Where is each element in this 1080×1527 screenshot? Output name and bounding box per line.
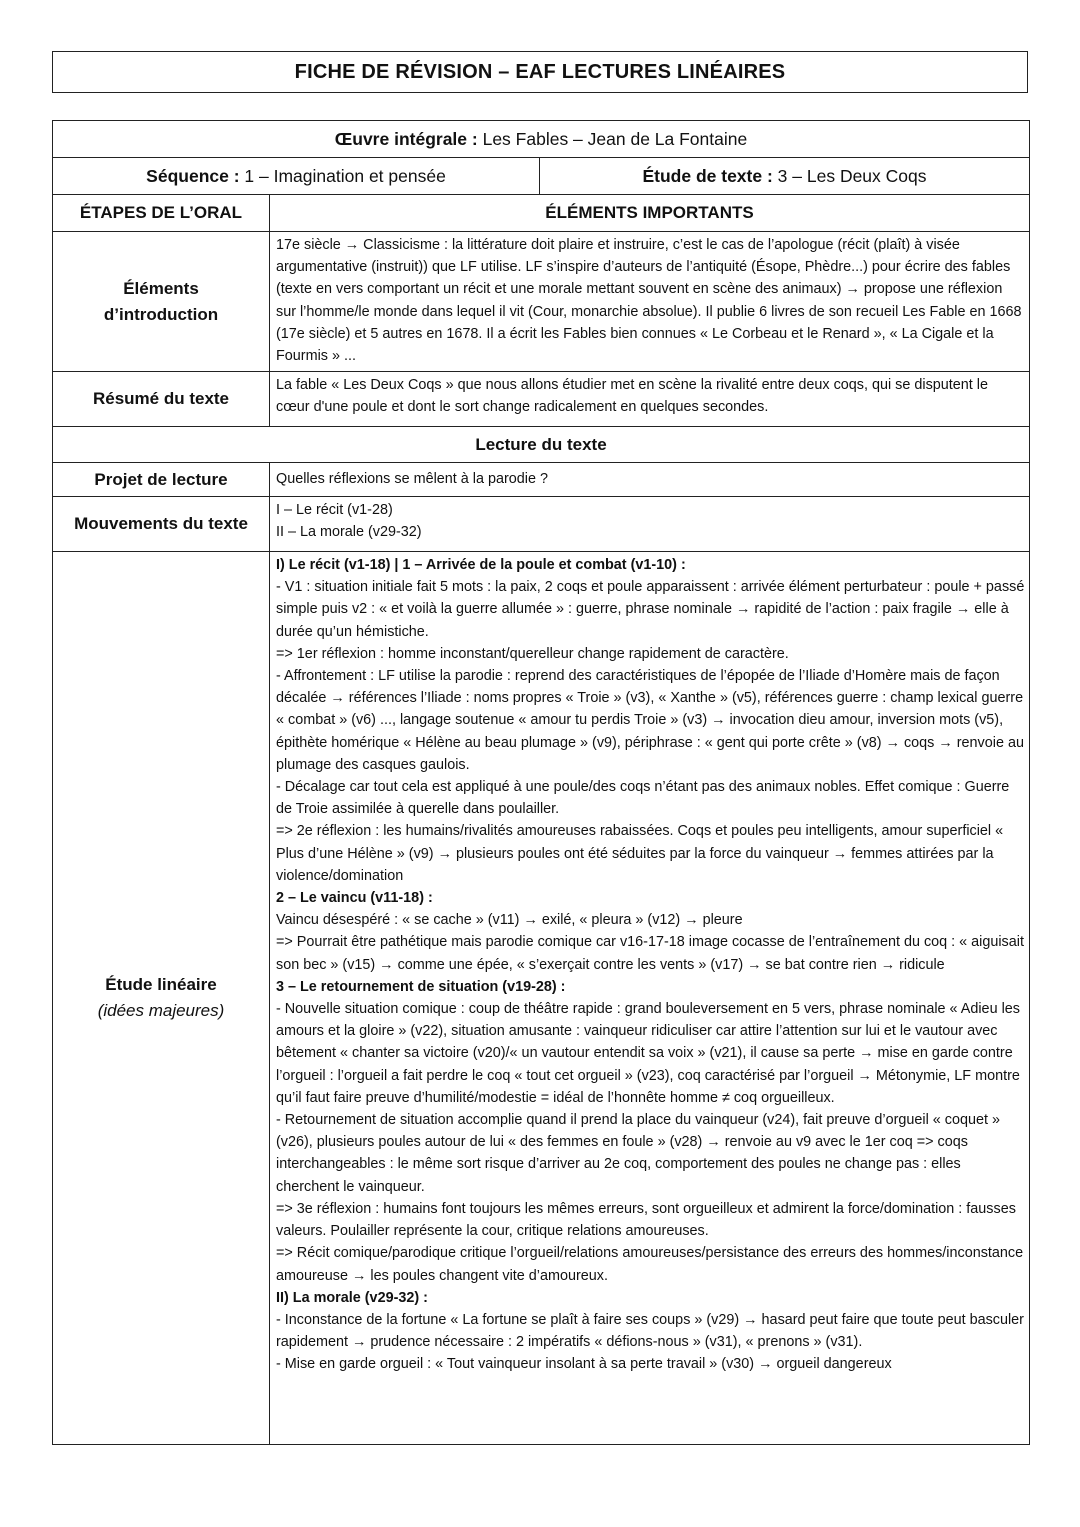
projet-label: Projet de lecture: [53, 463, 270, 497]
analysis-paragraph: - Décalage car tout cela est appliqué à une poule/des coqs n’étant pas des animaux nobles. Effet comique : Guerre de Troie assimilée à querelle dans poulailler.: [276, 779, 1010, 818]
analysis-paragraph: => 2e réflexion : les humains/rivalités amoureuses rabaissées. Coqs et poules peu intelligents, amour superficiel « Plus d’une Hélène » (v9) → plusieurs poules ont été séduites par la force du vainqueur → femmes attirées par la violence/domination: [276, 823, 1004, 884]
resume-label: Résumé du texte: [53, 372, 270, 427]
analysis-paragraph: => Pourrait être pathétique mais parodie comique car v16-17-18 image cocasse de l’entraînement du coq : « aiguisait son bec » (v15) → comme une épée, « s’exerçait contre les vents » (v17) → se bat contre rien → ridicule: [276, 934, 1024, 973]
oeuvre-row: [53, 121, 1030, 158]
intro-text: 17e siècle → Classicisme : la littérature doit plaire et instruire, c’est le cas de l’apologue (récit (plaît) à visée argumentative (instruit)) que LF utilise. LF s’inspire d’auteurs de l’antiquité (Ésope, Phèdre...) pour écrire des fables (texte en vers comportant un récit et une morale mettant souvent en scène des animaux) → propose une réflexion sur l’homme/le monde dans lequel il vit (Cour, monarchie absolue). Il publie 6 livres de son recueil Les Fable en 1668 (17e siècle) et 5 autres en 1678. Il a écrit les Fables bien connues « Le Corbeau et le Renard », « La Cigale et la Fourmis » ...: [270, 232, 1030, 372]
analysis-paragraph: - Nouvelle situation comique : coup de théâtre rapide : grand bouleversement en 5 vers, phrase nominale « Adieu les amours et la gloire » (v22), situation amusante : vainqueur ridiculiser car attire l’attention sur lui et le vautour avec bêtement « chanter sa victoire (v20)/« un vautour entendit sa voix » (v21), il cause sa perte → mise en garde contre l’orgueil : l’orgueil a fait perdre le coq « tout cet orgueil » (v23), coq caractérisé par l’orgueil → Métonymie, LF montre qu’il faut faire preuve d’humilité/modestie = idéal de l’honnête homme ≠ coq orgueilleux.: [276, 1001, 1020, 1106]
mouvement-item: II – La morale (v29-32): [276, 524, 422, 541]
etude-texte-cell: [540, 158, 1030, 195]
section-heading: II) La morale (v29-32) :: [276, 1289, 428, 1306]
section-heading: 2 – Le vaincu (v11-18) :: [276, 890, 433, 907]
oeuvre-label: Œuvre intégrale :: [334, 128, 478, 149]
etude-label: Étude linéaire: [105, 975, 217, 994]
sequence-cell: [53, 158, 540, 195]
page-title: FICHE DE RÉVISION – EAF LECTURES LINÉAIRES: [52, 51, 1028, 93]
intro-label: Éléments d’introduction: [103, 278, 219, 324]
section-heading: 3 – Le retournement de situation (v19-28) :: [276, 978, 566, 995]
projet-text: Quelles réflexions se mêlent à la parodie ?: [270, 463, 1030, 497]
analysis-paragraph: - V1 : situation initiale fait 5 mots : la paix, 2 coqs et poule apparaissent : arrivée élément perturbateur : poule + passé simple puis v2 : « et voilà la guerre allumée » : guerre, phrase nominale → rapidité de l’action : paix fragile → elle à durée qu’un hémistiche.: [276, 579, 1025, 640]
analysis-paragraph: => 1er réflexion : homme inconstant/querelleur change rapidement de caractère.: [276, 645, 789, 662]
analysis-paragraph: => Récit comique/parodique critique l’orgueil/relations amoureuses/persistance des erreurs des hommes/inconstance amoureuse → les poules changent vite d’amoureux.: [276, 1245, 1024, 1284]
analysis-paragraph: - Inconstance de la fortune « La fortune se plaît à faire ses coups » (v29) → hasard peut faire que toute peut basculer rapidement → prudence nécessaire : 2 impératifs « défions-nous » (v31), « prenons » (v31).: [276, 1311, 1024, 1351]
etude-texte-value: 3 – Les Deux Coqs: [777, 165, 927, 186]
analysis-paragraph: - Affrontement : LF utilise la parodie : reprend des caractéristiques de l’épopée de l’Iliade d’Homère mais de façon décalée → références l’Iliade : noms propres « Troie » (v3), « Xanthe » (v5), références guerre : champ lexical guerre « combat » (v6) ..., langage soutenue « amour tu perdis Troie » (v3) → invocation dieu amour, inversion mots (v5), épithète homérique « Hélène au beau plumage » (v9), périphrase : « gent qui porte crête » (v8) → coqs → renvoie au plumage des casques gaulois.: [276, 668, 1024, 773]
sequence-value: 1 – Imagination et pensée: [244, 165, 446, 186]
col-header-left: ÉTAPES DE L’ORAL: [53, 195, 270, 232]
analysis-paragraph: - Retournement de situation accomplie quand il prend la place du vainqueur (v24), fait preuve d’orgueil « coquet » (v26), plusieurs poules autour de lui « des femmes en foule » (v28) → renvoie au v9 avec le 1er coq => coqs interchangeables : le même sort risque d’arriver au 2e coq, comportement des poules ne change pas : elles cherchent le vainqueur.: [276, 1112, 1000, 1195]
resume-text: La fable « Les Deux Coqs » que nous allons étudier met en scène la rivalité entre deux coqs, qui se disputent le cœur d'une poule et dont le sort change radicalement en quelques secondes.: [270, 372, 1030, 427]
col-header-right: ÉLÉMENTS IMPORTANTS: [270, 195, 1030, 232]
analysis-paragraph: Vaincu désespéré : « se cache » (v11) → exilé, « pleura » (v12) → pleure: [276, 912, 743, 929]
section-heading: I) Le récit (v1-18) | 1 – Arrivée de la poule et combat (v1-10) :: [276, 557, 686, 573]
analysis-paragraph: => 3e réflexion : humains font toujours les mêmes erreurs, sont orgueilleux et admirent la force/domination : fausses valeurs. Poulailler représente la cour, critique relations amoureuses.: [276, 1200, 1016, 1240]
sequence-label: Séquence :: [146, 165, 240, 186]
etude-sublabel: (idées majeures): [97, 1001, 225, 1020]
etude-texte-label: Étude de texte :: [642, 165, 773, 186]
mouvements-list: [270, 497, 1030, 552]
lecture-header: Lecture du texte: [53, 427, 1030, 463]
revision-table: [52, 120, 1030, 1445]
mouvements-label: Mouvements du texte: [53, 497, 270, 552]
etude-content: [270, 552, 1030, 1445]
analysis-paragraph: - Mise en garde orgueil : « Tout vainqueur insolant à sa perte travail » (v30) → orgueil dangereux: [276, 1356, 892, 1373]
mouvement-item: I – Le récit (v1-28): [276, 502, 393, 518]
oeuvre-value: Les Fables – Jean de La Fontaine: [482, 128, 748, 149]
etude-label-cell: [53, 552, 270, 1445]
intro-label-cell: [53, 232, 270, 372]
